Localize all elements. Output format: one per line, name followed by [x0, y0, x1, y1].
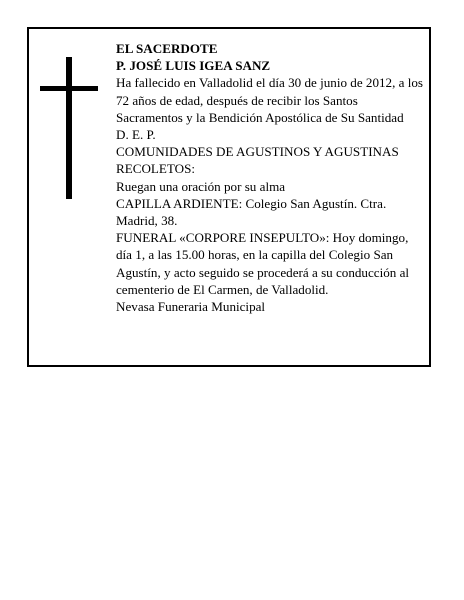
funeral-info: FUNERAL «CORPORE INSEPULTO»: Hoy domingo, día 1, a las 15.00 horas, en la capilla del Colegio San Agustín, y acto seguido se procederá a su conducción al cementerio de El Carmen, de Valladolid. — [116, 230, 410, 297]
chapel-info: CAPILLA ARDIENTE: Colegio San Agustín. Ctra. Madrid, 38. — [116, 195, 387, 229]
death-statement: Ha fallecido en Valladolid el día 30 de junio de 2012, a los 72 años de edad, después de recibir los Santos Sacramentos y la Bendición Apostólica de Su Santidad — [116, 75, 424, 125]
mourners: COMUNIDADES DE AGUSTINOS Y AGUSTINAS RECOLETOS: — [116, 144, 399, 177]
obituary-notice — [27, 27, 431, 367]
cross-horizontal-bar — [40, 86, 98, 91]
rip-text: D. E. P. — [116, 127, 156, 143]
notice-title: EL SACERDOTE — [116, 41, 218, 56]
obituary-text — [116, 40, 424, 315]
prayer-request: Ruegan una oración por su alma — [116, 178, 286, 194]
cross-icon — [40, 57, 98, 199]
funeral-home: Nevasa Funeraria Municipal — [116, 299, 266, 315]
cross-vertical-bar — [66, 57, 72, 199]
deceased-name: P. JOSÉ LUIS IGEA SANZ — [116, 58, 271, 74]
